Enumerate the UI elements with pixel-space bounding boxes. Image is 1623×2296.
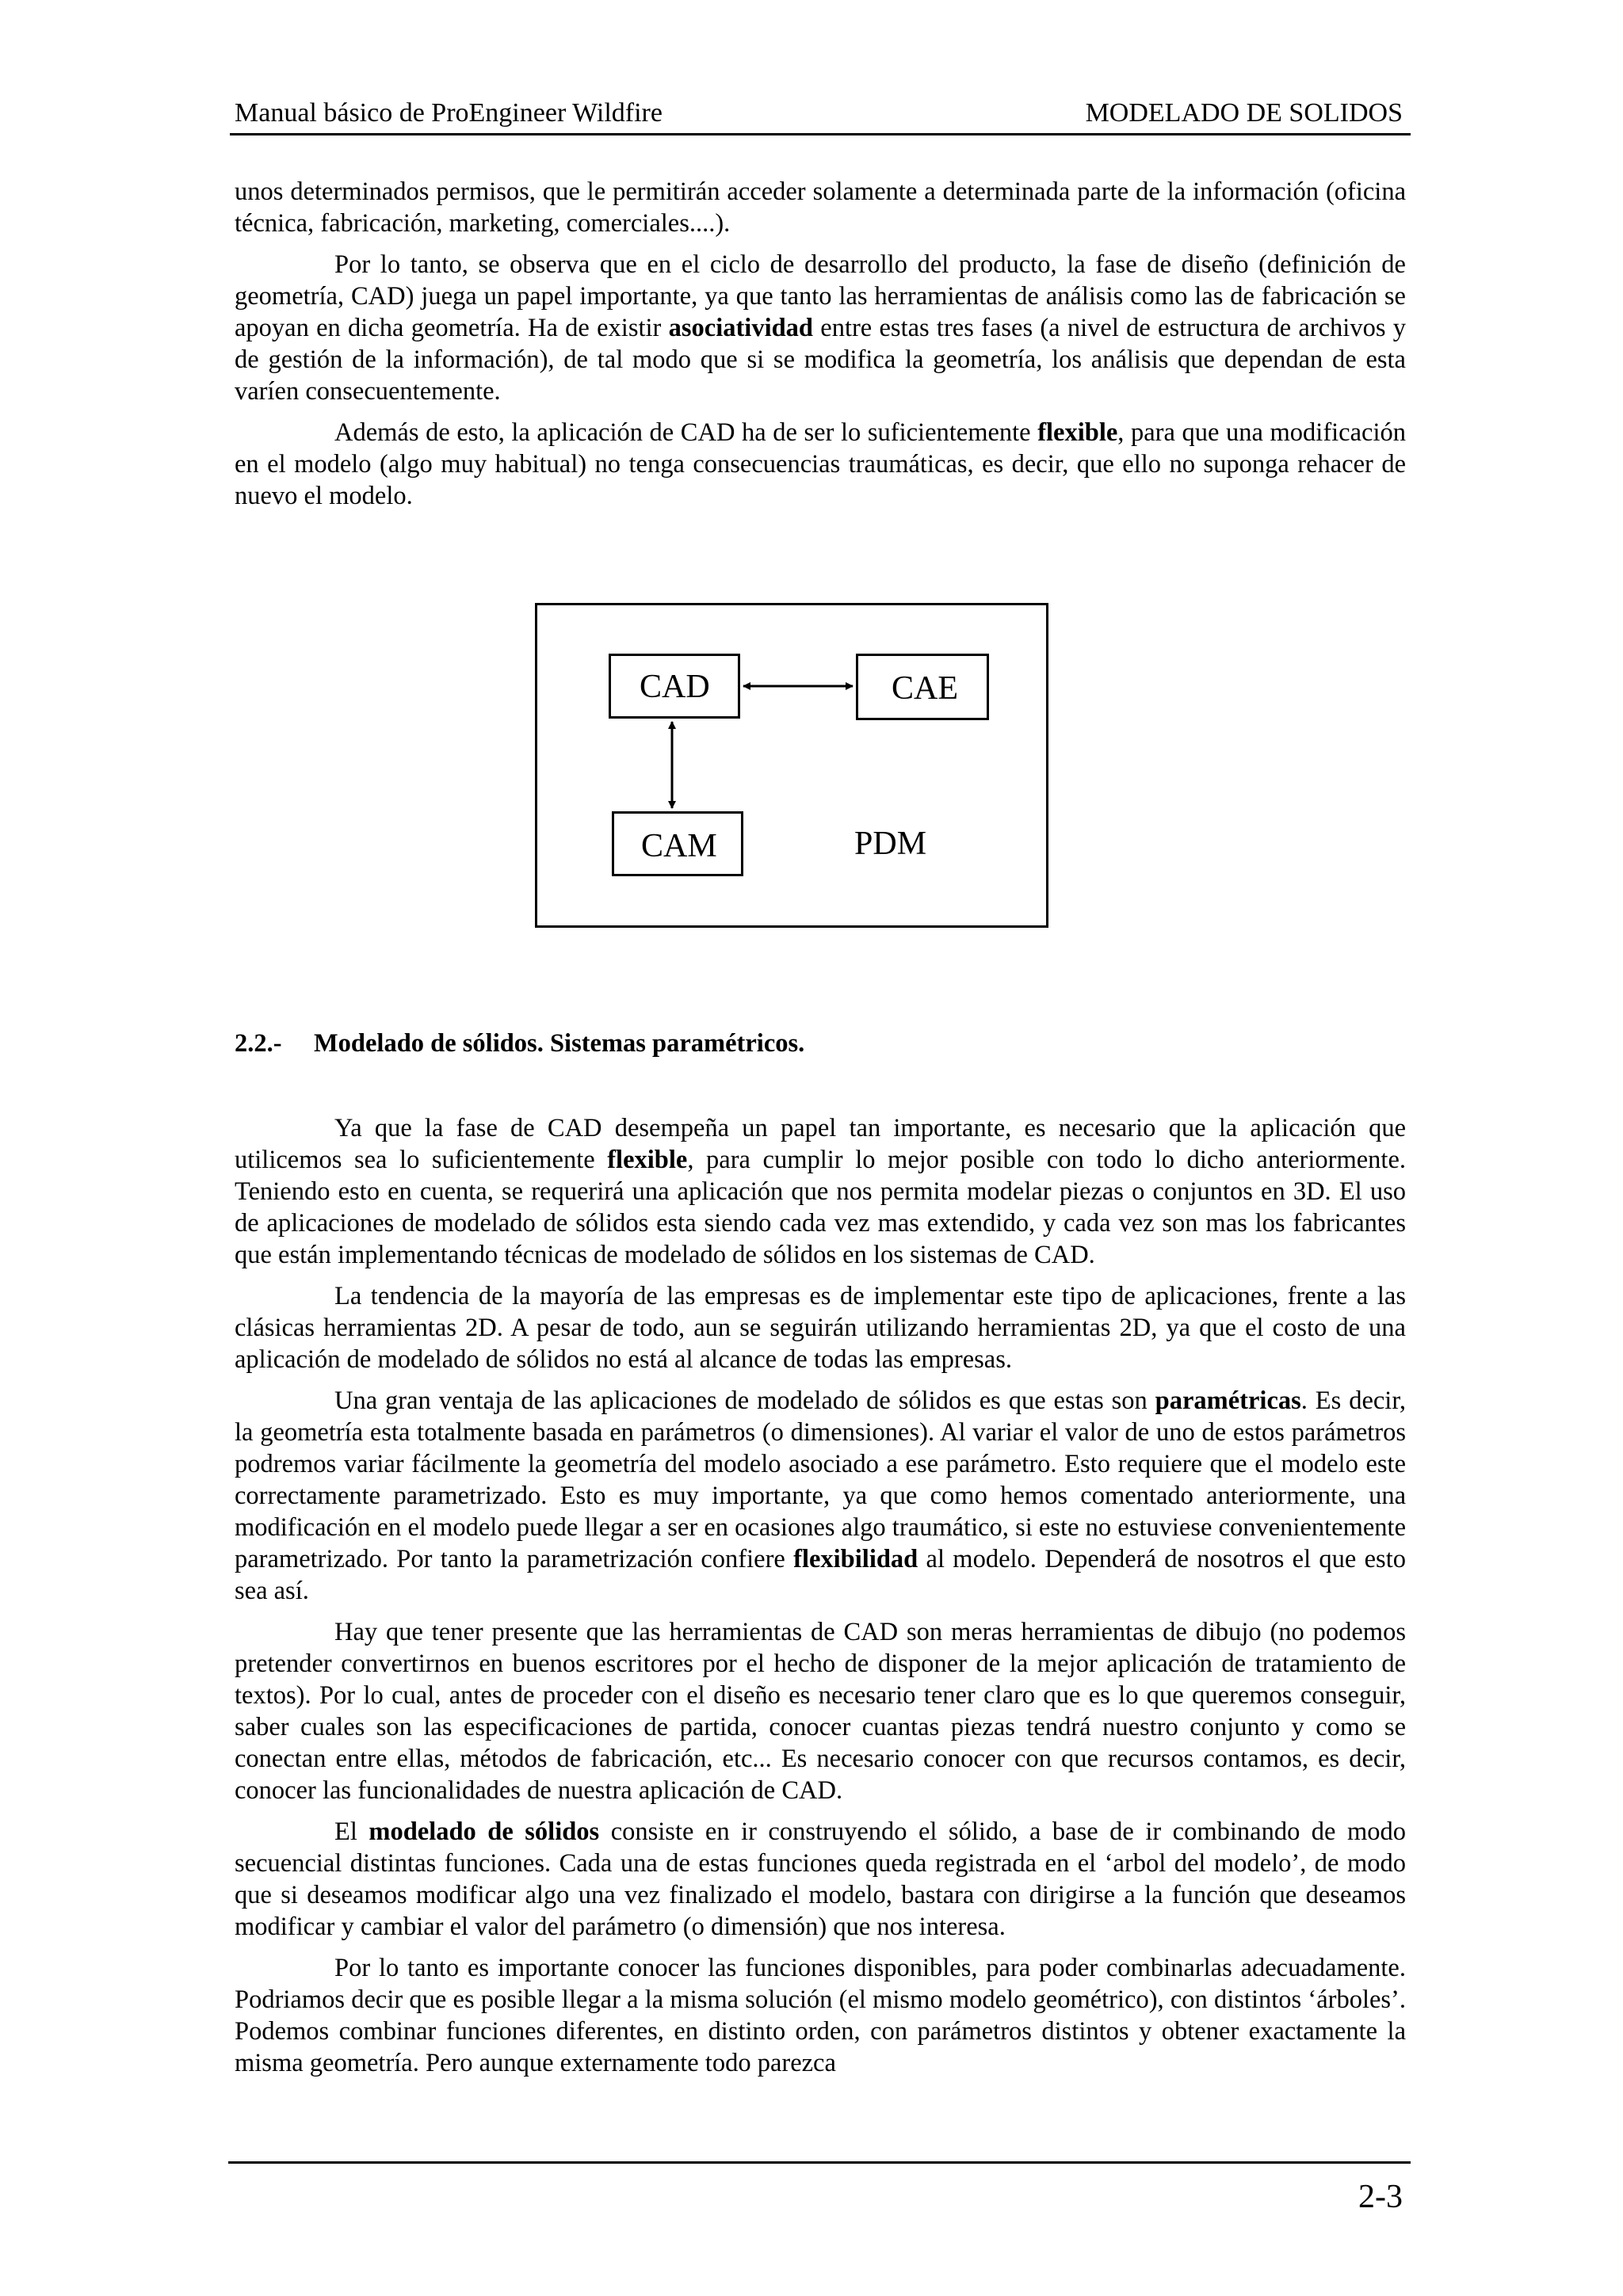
intro-paragraph-2: Por lo tanto, se observa que en el ciclo de desarrollo del producto, la fase de diseño (definición de geometría, CAD) juega un papel importante, ya que tanto las herramientas de análisis como las de fabricación se apoyan en dicha geometría. Ha de existir asociatividad entre estas tres fases (a nivel de estructura de archivos y de gestión de la información), de tal modo que si se modifica la geometría, los análisis que dependan de esta varíen consecuentemente. (235, 250, 1406, 406)
section-heading (235, 1028, 804, 1059)
bold-term-parametricas: paramétricas (1155, 1386, 1301, 1415)
diagram-box-cam: CAM (612, 811, 743, 876)
section-title: Modelado de sólidos. Sistemas paramétricos. (314, 1029, 805, 1058)
diagram-frame (535, 603, 1048, 928)
bold-term-flexible: flexible (1037, 418, 1118, 447)
bold-term-asociatividad: asociatividad (668, 314, 814, 342)
header-chapter-title: MODELADO DE SOLIDOS (1085, 98, 1403, 128)
header-manual-title: Manual básico de ProEngineer Wildfire (235, 98, 663, 128)
bold-term-modelado-de-solidos: modelado de sólidos (369, 1817, 600, 1846)
section-paragraph-1: Ya que la fase de CAD desempeña un papel tan importante, es necesario que la aplicación que utilicemos sea lo suficientemente flexible, para cumplir lo mejor posible con todo lo dicho anteriormente. Teniendo esto en cuenta, se requerirá una aplicación que nos permita modelar piezas o conjuntos en 3D. El uso de aplicaciones de modelado de sólidos esta siendo cada vez mas extendido, y cada vez son mas los fabricantes que están implementando técnicas de modelado de sólidos en los sistemas de CAD. (235, 1114, 1406, 1269)
section-paragraph-6: Por lo tanto es importante conocer las funciones disponibles, para poder combinarlas adecuadamente. Podriamos decir que es posible llegar a la misma solución (el mismo modelo geométrico), con distintos ‘árboles’. Podemos combinar funciones diferentes, en distinto orden, con parámetros distintos y obtener exactamente la misma geometría. Pero aunque externamente todo parezca (235, 1954, 1406, 2077)
page-header (230, 93, 1411, 135)
diagram-box-cae: CAE (856, 654, 989, 720)
intro-text-block (235, 176, 1406, 521)
bold-term-flexible-2: flexible (607, 1146, 688, 1174)
page-number: 2-3 (1358, 2179, 1403, 2215)
intro-paragraph-1: unos determinados permisos, que le permitirán acceder solamente a determinada parte de la información (oficina técnica, fabricación, marketing, comerciales....). (235, 177, 1406, 238)
section-paragraph-5: El modelado de sólidos consiste en ir construyendo el sólido, a base de ir combinando de modo secuencial distintas funciones. Cada una de estas funciones queda registrada en el ‘arbol del modelo’, de modo que si deseamos modificar algo una vez finalizado el modelo, bastara con dirigirse a la función que deseamos modificar y cambiar el valor del parámetro (o dimensión) que nos interesa. (235, 1817, 1406, 1941)
section-number: 2.2.- (235, 1029, 282, 1058)
section-paragraph-2: La tendencia de la mayoría de las empresas es de implementar este tipo de aplicaciones, frente a las clásicas herramientas 2D. A pesar de todo, aun se seguirán utilizando herramientas 2D, ya que el costo de una aplicación de modelado de sólidos no está al alcance de todas las empresas. (235, 1282, 1406, 1374)
diagram-box-cad: CAD (609, 654, 740, 719)
footer-rule (228, 2161, 1411, 2164)
section-text-block (235, 1112, 1406, 2088)
intro-paragraph-3: Además de esto, la aplicación de CAD ha de ser lo suficientemente flexible, para que una modificación en el modelo (algo muy habitual) no tenga consecuencias traumáticas, es decir, que ello no suponga rehacer de nuevo el modelo. (235, 418, 1406, 510)
diagram-label-pdm: PDM (854, 826, 927, 862)
section-paragraph-3: Una gran ventaja de las aplicaciones de modelado de sólidos es que estas son paramétricas. Es decir, la geometría esta totalmente basada en parámetros (o dimensiones). Al variar el valor de uno de estos parámetros podremos variar fácilmente la geometría del modelo asociado a ese parámetro. Esto requiere que el modelo este correctamente parametrizado. Esto es muy importante, ya que como hemos comentado anteriormente, una modificación en el modelo puede llegar a ser en ocasiones algo traumático, si este no estuviese convenientemente parametrizado. Por tanto la parametrización confiere flexibilidad al modelo. Dependerá de nosotros el que esto sea así. (235, 1386, 1406, 1605)
bold-term-flexibilidad: flexibilidad (793, 1545, 918, 1573)
section-paragraph-4: Hay que tener presente que las herramientas de CAD son meras herramientas de dibujo (no podemos pretender convertirnos en buenos escritores por el hecho de disponer de la mejor aplicación de tratamiento de textos). Por lo cual, antes de proceder con el diseño es necesario tener claro que es lo que queremos conseguir, saber cuales son las especificaciones de partida, conocer cuantas piezas tendrá nuestro conjunto y como se conectan entre ellas, métodos de fabricación, etc... Es necesario conocer con que recursos contamos, es decir, conocer las funcionalidades de nuestra aplicación de CAD. (235, 1618, 1406, 1805)
